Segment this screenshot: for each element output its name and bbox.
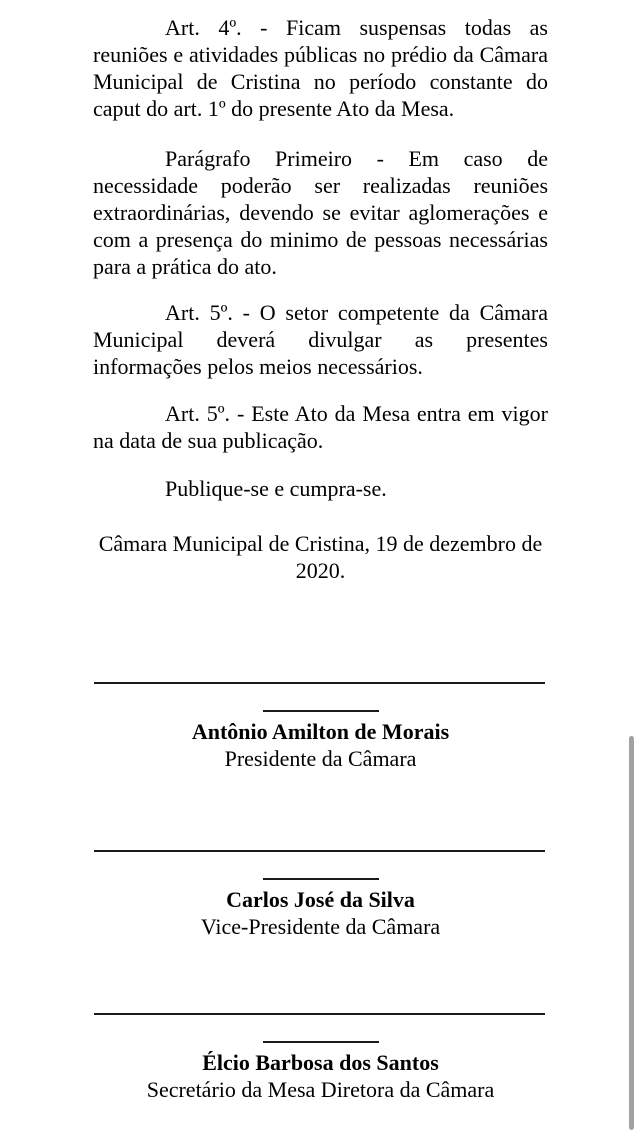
signature-rule-short (263, 710, 379, 712)
signatory-title: Secretário da Mesa Diretora da Câmara (146, 1077, 495, 1102)
paragraph-art-4: Art. 4º. - Ficam suspensas todas as reuniões e atividades públicas no prédio da Câmara Municipal de Cristina no período constante do caput do art. 1º do presente Ato da Mesa. (93, 15, 548, 121)
vertical-scrollbar-thumb[interactable] (629, 736, 634, 1130)
signature-block-president (93, 682, 548, 772)
paragraph-publique-se: Publique-se e cumpra-se. (165, 476, 387, 501)
signature-rule-long (94, 1013, 545, 1015)
paragraph-date-place-line: Câmara Municipal de Cristina, 19 de dezembro de 2020. (98, 531, 543, 583)
paragraph-art-5-divulgacao: Art. 5º. - O setor competente da Câmara Municipal deverá divulgar as presentes informações pelos meios necessários. (93, 300, 548, 379)
document-page (93, 0, 548, 1103)
signature-rule-short (263, 878, 379, 880)
signatory-name: Carlos José da Silva (226, 887, 415, 912)
signature-block-secretary (93, 1013, 548, 1103)
signatory-title: Vice-Presidente da Câmara (200, 914, 441, 939)
signatory-name: Élcio Barbosa dos Santos (202, 1050, 439, 1075)
signature-rule-long (94, 850, 545, 852)
signature-rule-short (263, 1041, 379, 1043)
signature-rule-long (94, 682, 545, 684)
signatory-title: Presidente da Câmara (224, 746, 417, 771)
signature-block-vice-president (93, 850, 548, 940)
signatory-name: Antônio Amilton de Morais (191, 719, 450, 744)
paragraph-paragrafo-primeiro: Parágrafo Primeiro - Em caso de necessidade poderão ser realizadas reuniões extraordinárias, devendo se evitar aglomerações e com a presença do minimo de pessoas necessárias para a prática do ato. (93, 146, 548, 279)
paragraph-art-5-vigor: Art. 5º. - Este Ato da Mesa entra em vigor na data de sua publicação. (93, 401, 548, 453)
